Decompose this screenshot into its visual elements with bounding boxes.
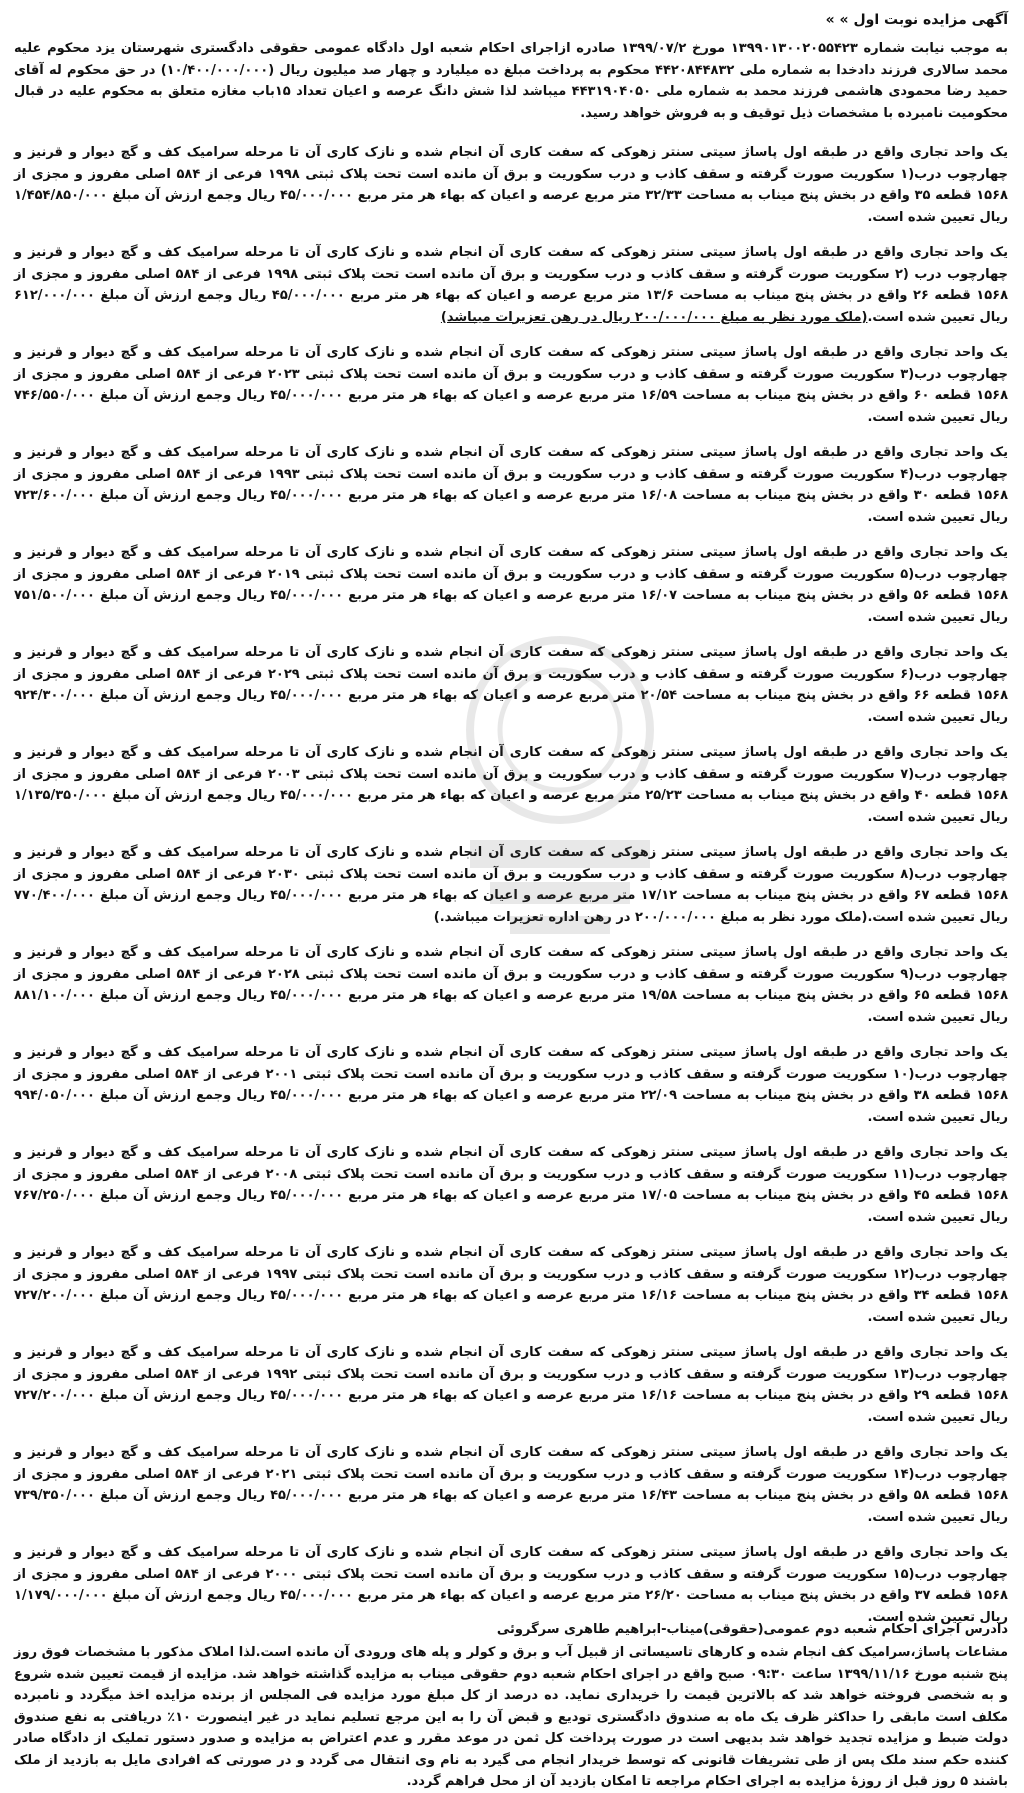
- property-item-text: یک واحد تجاری واقع در طبقه اول پاساژ سیتی سنتر زهوکی که سفت کاری آن انجام شده و نازک کاری آن تا مرحله سرامیک کف و گچ دیوار و قرنیز و چهارچوب درب(۱۲ سکوریت صورت گرفته و سقف کاذب و درب سکوریت و برق آن مانده است تحت پلاک ثبتی ۱۹۹۷ فرعی از ۵۸۴ اصلی مفروز و مجزی از ۱۵۶۸ قطعه ۳۴ واقع در بخش پنج میناب به مساحت ۱۶/۱۶ متر مربع عرصه و اعیان که بهاء هر متر مربع ۴۵/۰۰۰/۰۰۰ ریال وجمع ارزش آن مبلغ ۷۲۷/۲۰۰/۰۰۰ ریال تعیین شده است.: [14, 1245, 1009, 1325]
- property-item: [14, 742, 1008, 828]
- property-item-text: یک واحد تجاری واقع در طبقه اول پاساژ سیتی سنتر زهوکی که سفت کاری آن انجام شده و نازک کاری آن تا مرحله سرامیک کف و گچ دیوار و قرنیز و چهارچوب درب(۳ سکوریت صورت گرفته و سقف کاذب و درب سکوریت و برق آن مانده است تحت پلاک ثبتی ۲۰۲۳ فرعی از ۵۸۴ اصلی مفروز و مجزی از ۱۵۶۸ قطعه ۶۰ واقع در بخش پنج میناب به مساحت ۱۶/۵۹ متر مربع عرصه و اعیان که بهاء هر متر مربع ۴۵/۰۰۰/۰۰۰ ریال وجمع ارزش آن مبلغ ۷۴۶/۵۵۰/۰۰۰ ریال تعیین شده است.: [14, 345, 1009, 425]
- property-item: [14, 142, 1008, 228]
- closing-paragraph: مشاعات پاساژ،سرامیک کف انجام شده و کارهای تاسیساتی از قبیل آب و برق و کولر و پله های ورودی آن مانده است.لذا املاک مذکور با مشخصات فوق روز پنج شنبه مورخ ۱۳۹۹/۱۱/۱۶ ساعت ۰۹:۳۰ صبح واقع در اجرای احکام شعبه دوم حقوقی میناب به مزایده گذاشته خواهد شد. مزایده از قیمت تعیین شده شروع و به شخصی فروخته خواهد شد که بالاترین قیمت را خریداری نماید. ده درصد از کل مبلغ مورد مزایده فی المجلس از برنده مزایده اخذ میگردد و نامبرده مکلف است مابقی را حداکثر ظرف یک ماه به صندوق دادگستری تودیع و قبض آن را به این مرجع تسلیم نماید در غیر اینصورت ۱۰٪ دریافتی به نفع صندوق دولت ضبط و مزایده تجدید خواهد شد بدیهی است در صورت پرداخت کل ثمن در موعد مقرر و عدم اعتراض به مزایده و صدور دستور تملیک از دادگاه صادر کننده حکم سند ملک پس از طی تشریفات قانونی که توسط خریدار انجام می گیرد به نام وی انتقال می گردد و در صورتی که افرادی مایل به بازدید از ملک باشند ۵ روز قبل از روزۀ مزایده به اجرای احکام مراجعه تا امکان بازدید آن از محل فراهم گردد.: [14, 1645, 1009, 1789]
- property-item: [14, 942, 1008, 1028]
- property-item: [14, 342, 1008, 428]
- property-item: [14, 1142, 1008, 1228]
- property-item-text: یک واحد تجاری واقع در طبقه اول پاساژ سیتی سنتر زهوکی که سفت کاری آن انجام شده و نازک کاری آن تا مرحله سرامیک کف و گچ دیوار و قرنیز و چهارچوب درب (۲ سکوریت صورت گرفته و سقف کاذب و درب سکوریت و برق آن مانده است تحت پلاک ثبتی ۱۹۹۸ فرعی از ۵۸۴ اصلی مفروز و مجزی از ۱۵۶۸ قطعه ۲۶ واقع در بخش پنج میناب به مساحت ۱۳/۶ متر مربع عرصه و اعیان که بهاء هر متر مربع ۴۵/۰۰۰/۰۰۰ ریال وجمع ارزش آن مبلغ ۶۱۲/۰۰۰/۰۰۰ ریال تعیین شده است.: [14, 245, 1009, 325]
- property-item-text: یک واحد تجاری واقع در طبقه اول پاساژ سیتی سنتر زهوکی که سفت کاری آن انجام شده و نازک کاری آن تا مرحله سرامیک کف و گچ دیوار و قرنیز و چهارچوب درب(۴ سکوریت صورت گرفته و سقف کاذب و درب سکوریت و برق آن مانده است تحت پلاک ثبتی ۱۹۹۳ فرعی از ۵۸۴ اصلی مفروز و مجزی از ۱۵۶۸ قطعه ۳۰ واقع در بخش پنج میناب به مساحت ۱۶/۰۸ متر مربع عرصه و اعیان که بهاء هر متر مربع ۴۵/۰۰۰/۰۰۰ ریال وجمع ارزش آن مبلغ ۷۲۳/۶۰۰/۰۰۰ ریال تعیین شده است.: [14, 445, 1009, 525]
- property-item-text: یک واحد تجاری واقع در طبقه اول پاساژ سیتی سنتر زهوکی که سفت کاری آن انجام شده و نازک کاری آن تا مرحله سرامیک کف و گچ دیوار و قرنیز و چهارچوب درب(۹ سکوریت صورت گرفته و سقف کاذب و درب سکوریت و برق آن مانده است تحت پلاک ثبتی ۲۰۲۸ فرعی از ۵۸۴ اصلی مفروز و مجزی از ۱۵۶۸ قطعه ۶۵ واقع در بخش پنج میناب به مساحت ۱۹/۵۸ متر مربع عرصه و اعیان که بهاء هر متر مربع ۴۵/۰۰۰/۰۰۰ ریال وجمع ارزش آن مبلغ ۸۸۱/۱۰۰/۰۰۰ ریال تعیین شده است.: [14, 945, 1009, 1025]
- signature-line: دادرس اجرای احکام شعبه دوم عمومی(حقوقی)میناب-ابراهیم طاهری سرگروئی: [496, 1622, 1008, 1637]
- property-item-text: یک واحد تجاری واقع در طبقه اول پاساژ سیتی سنتر زهوکی که سفت کاری آن انجام شده و نازک کاری آن تا مرحله سرامیک کف و گچ دیوار و قرنیز و چهارچوب درب(۵ سکوریت صورت گرفته و سقف کاذب و درب سکوریت و برق آن مانده است تحت پلاک ثبتی ۲۰۱۹ فرعی از ۵۸۴ اصلی مفروز و مجزی از ۱۵۶۸ قطعه ۵۶ واقع در بخش پنج میناب به مساحت ۱۶/۰۷ متر مربع عرصه و اعیان که بهاء هر متر مربع ۴۵/۰۰۰/۰۰۰ ریال وجمع ارزش آن مبلغ ۷۵۱/۵۰۰/۰۰۰ ریال تعیین شده است.: [14, 545, 1009, 625]
- property-item: [14, 1542, 1008, 1628]
- property-item: [14, 1242, 1008, 1328]
- property-item: [14, 642, 1008, 728]
- property-item-text: یک واحد تجاری واقع در طبقه اول پاساژ سیتی سنتر زهوکی که سفت کاری آن انجام شده و نازک کاری آن تا مرحله سرامیک کف و گچ دیوار و قرنیز و چهارچوب درب(۷ سکوریت صورت گرفته و سقف کاذب و درب سکوریت و برق آن مانده است تحت پلاک ثبتی ۲۰۰۳ فرعی از ۵۸۴ اصلی مفروز و مجزی از ۱۵۶۸ قطعه ۴۰ واقع در بخش پنج میناب به مساحت ۲۵/۲۳ متر مربع عرصه و اعیان که بهاء هر متر مربع ۴۵/۰۰۰/۰۰۰ ریال وجمع ارزش آن مبلغ ۱/۱۳۵/۳۵۰/۰۰۰ ریال تعیین شده است.: [14, 745, 1008, 825]
- property-item: [14, 1442, 1008, 1528]
- intro-paragraph: به موجب نیابت شماره ۱۳۹۹۰۱۳۰۰۲۰۵۵۴۲۳ مورخ ۱۳۹۹/۰۷/۲ صادره ازاجرای احکام شعبه اول دادگاه عمومی حقوقی دادگستری شهرستان یزد محکوم علیه محمد سالاری فرزند دادخدا به شماره ملی ۴۴۲۰۸۴۴۸۳۲ محکوم به پرداخت مبلغ ده میلیارد و چهار صد میلیون ریال (۱۰/۴۰۰/۰۰۰/۰۰۰) در حق محکوم له آقای حمید رضا محمودی هاشمی فرزند محمد به شماره ملی ۴۴۳۱۹۰۴۰۵۰ میباشد لذا شش دانگ عرصه و اعیان تعداد ۱۵باب مغازه متعلق به محکوم علیه در قبال محکومیت نامبرده با مشخصات ذیل توقیف و به فروش خواهد رسید.: [14, 41, 1009, 121]
- property-item-text: یک واحد تجاری واقع در طبقه اول پاساژ سیتی سنتر زهوکی که سفت کاری آن انجام شده و نازک کاری آن تا مرحله سرامیک کف و گچ دیوار و قرنیز و چهارچوب درب(۱۰ سکوریت صورت گرفته و سقف کاذب و درب سکوریت و برق آن مانده است تحت پلاک ثبتی ۲۰۰۱ فرعی از ۵۸۴ اصلی مفروز و مجزی از ۱۵۶۸ قطعه ۳۸ واقع در بخش پنج میناب به مساحت ۲۲/۰۹ متر مربع عرصه و اعیان که بهاء هر متر مربع ۴۵/۰۰۰/۰۰۰ ریال وجمع ارزش آن مبلغ ۹۹۴/۰۵۰/۰۰۰ ریال تعیین شده است.: [14, 1045, 1009, 1125]
- property-item: [14, 1042, 1008, 1128]
- property-item-text: یک واحد تجاری واقع در طبقه اول پاساژ سیتی سنتر زهوکی که سفت کاری آن انجام شده و نازک کاری آن تا مرحله سرامیک کف و گچ دیوار و قرنیز و چهارچوب درب(۱۱ سکوریت صورت گرفته و سقف کاذب و درب سکوریت و برق آن مانده است تحت پلاک ثبتی ۲۰۰۸ فرعی از ۵۸۴ اصلی مفروز و مجزی از ۱۵۶۸ قطعه ۴۵ واقع در بخش پنج میناب به مساحت ۱۷/۰۵ متر مربع عرصه و اعیان که بهاء هر متر مربع ۴۵/۰۰۰/۰۰۰ ریال وجمع ارزش آن مبلغ ۷۶۷/۲۵۰/۰۰۰ ریال تعیین شده است.: [14, 1145, 1009, 1225]
- property-item-text: یک واحد تجاری واقع در طبقه اول پاساژ سیتی سنتر زهوکی که سفت کاری آن انجام شده و نازک کاری آن تا مرحله سرامیک کف و گچ دیوار و قرنیز و چهارچوب درب(۸ سکوریت صورت گرفته و سقف کاذب و درب سکوریت و برق آن مانده است تحت پلاک ثبتی ۲۰۳۰ فرعی از ۵۸۴ اصلی مفروز و مجزی از ۱۵۶۸ قطعه ۶۷ واقع در بخش پنج میناب به مساحت ۱۷/۱۲ متر مربع عرصه و اعیان که بهاء هر متر مربع ۴۵/۰۰۰/۰۰۰ ریال وجمع ارزش آن مبلغ ۷۷۰/۴۰۰/۰۰۰ ریال تعیین شده است.(ملک مورد نظر به مبلغ ۲۰۰/۰۰۰/۰۰۰ در رهن اداره تعزیرات میباشد.): [14, 845, 1009, 925]
- property-item-note: (ملک مورد نظر به مبلغ ۲۰۰/۰۰۰/۰۰۰ ریال در رهن تعزیرات میباشد): [440, 309, 868, 325]
- property-item-text: یک واحد تجاری واقع در طبقه اول پاساژ سیتی سنتر زهوکی که سفت کاری آن انجام شده و نازک کاری آن تا مرحله سرامیک کف و گچ دیوار و قرنیز و چهارچوب درب(۱۳ سکوریت صورت گرفته و سقف کاذب و درب سکوریت و برق آن مانده است تحت پلاک ثبتی ۱۹۹۲ فرعی از ۵۸۴ اصلی مفروز و مجزی از ۱۵۶۸ قطعه ۲۹ واقع در بخش پنج میناب به مساحت ۱۶/۱۶ متر مربع عرصه و اعیان که بهاء هر متر مربع ۴۵/۰۰۰/۰۰۰ ریال وجمع ارزش آن مبلغ ۷۲۷/۲۰۰/۰۰۰ ریال تعیین شده است.: [14, 1345, 1009, 1425]
- property-item: [14, 242, 1008, 328]
- property-item-text: یک واحد تجاری واقع در طبقه اول پاساژ سیتی سنتر زهوکی که سفت کاری آن انجام شده و نازک کاری آن تا مرحله سرامیک کف و گچ دیوار و قرنیز و چهارچوب درب(۶ سکوریت صورت گرفته و سقف کاذب و درب سکوریت و برق آن مانده است تحت پلاک ثبتی ۲۰۲۹ فرعی از ۵۸۴ اصلی مفروز و مجزی از ۱۵۶۸ قطعه ۶۶ واقع در بخش پنج میناب به مساحت ۲۰/۵۴ متر مربع عرصه و اعیان که بهاء هر متر مربع ۴۵/۰۰۰/۰۰۰ ریال وجمع ارزش آن مبلغ ۹۲۴/۳۰۰/۰۰۰ ریال تعیین شده است.: [14, 645, 1009, 725]
- property-item: [14, 1342, 1008, 1428]
- property-item-text: یک واحد تجاری واقع در طبقه اول پاساژ سیتی سنتر زهوکی که سفت کاری آن انجام شده و نازک کاری آن تا مرحله سرامیک کف و گچ دیوار و قرنیز و چهارچوب درب(۱۵ سکوریت صورت گرفته و سقف کاذب و درب سکوریت و برق آن مانده است تحت پلاک ثبتی ۲۰۰۰ فرعی از ۵۸۴ اصلی مفروز و مجزی از ۱۵۶۸ قطعه ۳۷ واقع در بخش پنج میناب به مساحت ۲۶/۲۰ متر مربع عرصه و اعیان که بهاء هر متر مربع ۴۵/۰۰۰/۰۰۰ ریال وجمع ارزش آن مبلغ ۱/۱۷۹/۰۰۰/۰۰۰ ریال تعیین شده است.: [14, 1545, 1008, 1625]
- property-item-text: یک واحد تجاری واقع در طبقه اول پاساژ سیتی سنتر زهوکی که سفت کاری آن انجام شده و نازک کاری آن تا مرحله سرامیک کف و گچ دیوار و قرنیز و چهارچوب درب(۱۴ سکوریت صورت گرفته و سقف کاذب و درب سکوریت و برق آن مانده است تحت پلاک ثبتی ۲۰۲۱ فرعی از ۵۸۴ اصلی مفروز و مجزی از ۱۵۶۸ قطعه ۵۸ واقع در بخش پنج میناب به مساحت ۱۶/۴۳ متر مربع عرصه و اعیان که بهاء هر متر مربع ۴۵/۰۰۰/۰۰۰ ریال وجمع ارزش آن مبلغ ۷۳۹/۳۵۰/۰۰۰ ریال تعیین شده است.: [14, 1445, 1009, 1525]
- property-item: [14, 542, 1008, 628]
- property-item: [14, 442, 1008, 528]
- notice-title: آگهی مزایده نوبت اول » »: [825, 12, 1008, 28]
- property-list: [14, 142, 1008, 1628]
- property-item: [14, 842, 1008, 928]
- property-item-text: یک واحد تجاری واقع در طبقه اول پاساژ سیتی سنتر زهوکی که سفت کاری آن انجام شده و نازک کاری آن تا مرحله سرامیک کف و گچ دیوار و قرنیز و چهارچوب درب(۱ سکوریت صورت گرفته و سقف کاذب و درب سکوریت و برق آن مانده است تحت پلاک ثبتی ۱۹۹۸ فرعی از ۵۸۴ اصلی مفروز و مجزی از ۱۵۶۸ قطعه ۳۵ واقع در بخش پنج میناب به مساحت ۳۲/۳۳ متر مربع عرصه و اعیان که بهاء هر متر مربع ۴۵/۰۰۰/۰۰۰ ریال وجمع ارزش آن مبلغ ۱/۴۵۴/۸۵۰/۰۰۰ ریال تعیین شده است.: [14, 145, 1008, 225]
